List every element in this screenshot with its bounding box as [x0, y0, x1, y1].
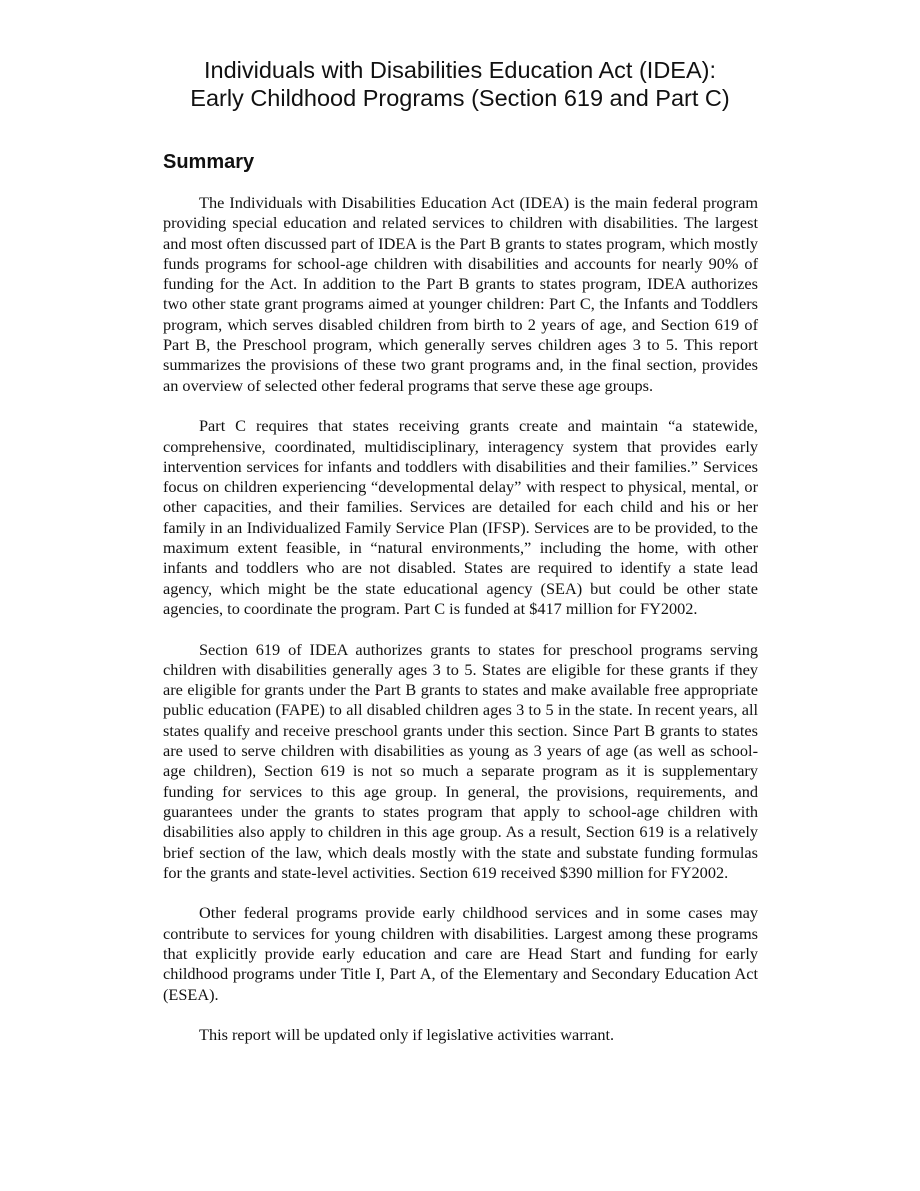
- paragraph-5: This report will be updated only if legislative activities warrant.: [199, 1025, 615, 1045]
- section-heading-summary: Summary: [163, 151, 255, 173]
- title-line-2: Early Childhood Programs (Section 619 and Part C): [190, 85, 730, 111]
- summary-body: [163, 193, 758, 1045]
- document-title: [150, 56, 770, 112]
- paragraph-1: The Individuals with Disabilities Education Act (IDEA) is the main federal program providing special education and related services to children with disabilities. The largest and most often discussed part of IDEA is the Part B grants to states program, which mostly funds programs for school-age children with disabilities and accounts for nearly 90% of funding for the Act. In addition to the Part B grants to states program, IDEA authorizes two other state grant programs aimed at younger children: Part C, the Infants and Toddlers program, which serves disabled children from birth to 2 years of age, and Section 619 of Part B, the Preschool program, which generally serves children ages 3 to 5. This report summarizes the provisions of these two grant programs and, in the final section, provides an overview of selected other federal programs that serve these age groups.: [163, 193, 758, 395]
- paragraph-3: Section 619 of IDEA authorizes grants to states for preschool programs serving children with disabilities generally ages 3 to 5. States are eligible for these grants if they are eligible for grants under the Part B grants to states and make available free appropriate public education (FAPE) to all disabled children ages 3 to 5 in the state. In recent years, all states qualify and receive preschool grants under this section. Since Part B grants to states are used to serve children with disabilities as young as 3 years of age (as well as school-age children), Section 619 is not so much a separate program as it is supplementary funding for services to this age group. In general, the provisions, requirements, and guarantees under the grants to states program that apply to school-age children with disabilities also apply to children in this age group. As a result, Section 619 is a relatively brief section of the law, which deals mostly with the state and substate funding formulas for the grants and state-level activities. Section 619 received $390 million for FY2002.: [163, 639, 758, 882]
- paragraph-2: Part C requires that states receiving grants create and maintain “a statewide, comprehensive, coordinated, multidisciplinary, interagency system that provides early intervention services for infants and toddlers with disabilities and their families.” Services focus on children experiencing “developmental delay” with respect to physical, mental, or other capacities, and their families. Services are detailed for each child and his or her family in an Individualized Family Service Plan (IFSP). Services are to be provided, to the maximum extent feasible, in “natural environments,” including the home, with other infants and toddlers who are not disabled. States are required to identify a state lead agency, which might be the state educational agency (SEA) but could be other state agencies, to coordinate the program. Part C is funded at $417 million for FY2002.: [163, 416, 758, 618]
- title-line-1: Individuals with Disabilities Education Act (IDEA):: [204, 57, 716, 83]
- paragraph-4: Other federal programs provide early childhood services and in some cases may contribute to services for young children with disabilities. Largest among these programs that explicitly provide early education and care are Head Start and funding for early childhood programs under Title I, Part A, of the Elementary and Secondary Education Act (ESEA).: [163, 903, 758, 1004]
